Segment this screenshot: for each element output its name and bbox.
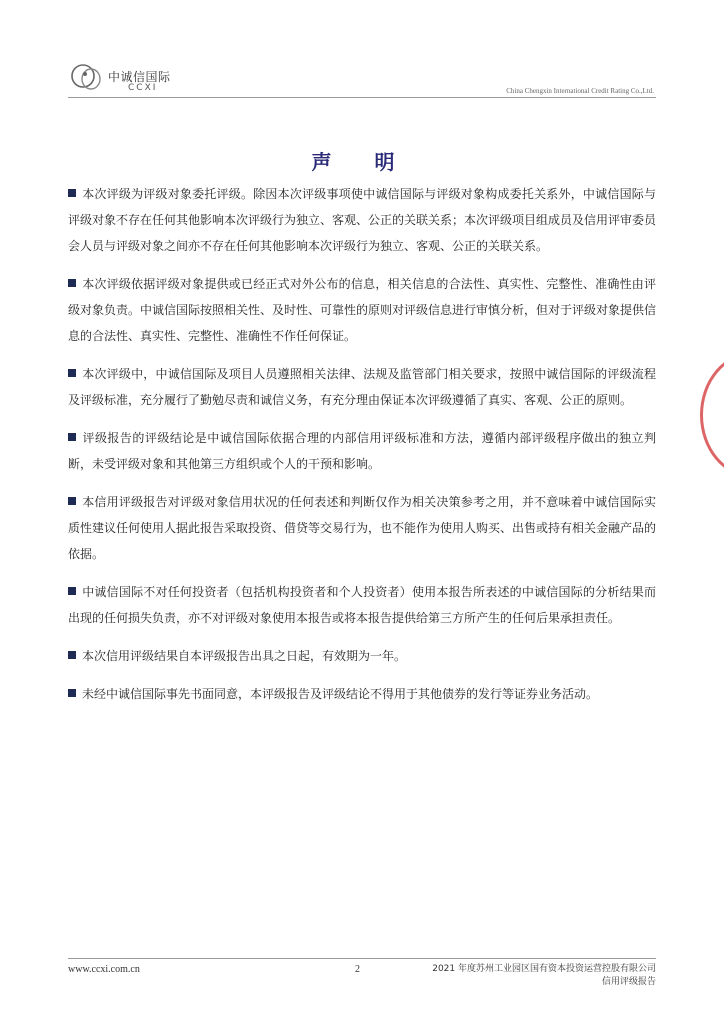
paragraph-text: 本次评级中，中诚信国际及项目人员遵照相关法律、法规及监管部门相关要求，按照中诚信国际的评级流程及评级标准，充分履行了勤勉尽责和诚信义务，有充分理由保证本次评级遵循了真实、客观、公正的原则。: [68, 367, 656, 407]
paragraph-text: 未经中诚信国际事先书面同意，本评级报告及评级结论不得用于其他债券的发行等证券业务活动。: [82, 687, 599, 701]
paragraph-text: 本次信用评级结果自本评级报告出具之日起，有效期为一年。: [82, 649, 407, 663]
square-bullet-icon: [68, 689, 76, 697]
footer-divider: [68, 958, 656, 959]
statement-paragraph-7: [68, 643, 656, 669]
square-bullet-icon: [68, 651, 76, 659]
ccxi-logo-icon: [70, 62, 106, 94]
square-bullet-icon: [68, 369, 76, 377]
paragraph-text: 本信用评级报告对评级对象信用状况的任何表述和判断仅作为相关决策参考之用，并不意味着中诚信国际实质性建议任何使用人据此报告采取投资、借贷等交易行为，也不能作为使用人购买、出售或持有相关金融产品的依据。: [68, 495, 657, 561]
official-seal-stamp: [700, 352, 724, 478]
square-bullet-icon: [68, 587, 76, 595]
footer-company: 2021 年度苏州工业园区国有资本投资运营控股有限公司: [432, 964, 656, 974]
paragraph-text: 评级报告的评级结论是中诚信国际依据合理的内部信用评级标准和方法，遵循内部评级程序做出的独立判断，未受评级对象和其他第三方组织或个人的干预和影响。: [68, 431, 656, 471]
page-title: 声 明: [311, 150, 413, 174]
footer-url: www.ccxi.com.cn: [68, 964, 140, 975]
page-number: 2: [355, 964, 360, 975]
paragraph-text: 本次评级为评级对象委托评级。除因本次评级事项使中诚信国际与评级对象构成委托关系外，中诚信国际与评级对象不存在任何其他影响本次评级行为独立、客观、公正的关联关系；本次评级项目组成员及信用评审委员会人员与评级对象之间亦不存在任何其他影响本次评级行为独立、客观、公正的关联关系。: [68, 187, 657, 253]
statement-paragraph-3: [68, 361, 656, 413]
logo-cn-text: 中诚信国际: [108, 70, 171, 84]
statement-paragraph-6: [68, 579, 656, 631]
ccxi-logo: [70, 62, 190, 96]
header-company-en: China Chengxin International Credit Rating Co.,Ltd.: [506, 87, 654, 95]
statement-paragraph-4: [68, 425, 656, 477]
square-bullet-icon: [68, 433, 76, 441]
statement-paragraph-8: [68, 681, 656, 707]
square-bullet-icon: [68, 497, 76, 505]
footer-report-type: 信用评级报告: [601, 977, 656, 987]
paragraph-text: 中诚信国际不对任何投资者（包括机构投资者和个人投资者）使用本报告所表述的中诚信国际的分析结果而出现的任何损失负责，亦不对评级对象使用本报告或将本报告提供给第三方所产生的任何后果承担责任。: [68, 585, 656, 625]
statement-body: [68, 181, 656, 719]
statement-paragraph-1: [68, 181, 656, 259]
square-bullet-icon: [68, 279, 76, 287]
statement-paragraph-2: [68, 271, 656, 349]
logo-en-text: CCXI: [128, 83, 158, 93]
square-bullet-icon: [68, 189, 76, 197]
footer-report-info: [432, 963, 656, 989]
paragraph-text: 本次评级依据评级对象提供或已经正式对外公布的信息，相关信息的合法性、真实性、完整性、准确性由评级对象负责。中诚信国际按照相关性、及时性、可靠性的原则对评级信息进行审慎分析，但对于评级对象提供信息的合法性、真实性、完整性、准确性不作任何保证。: [68, 277, 657, 343]
header-divider: [68, 97, 656, 98]
statement-paragraph-5: [68, 489, 656, 567]
